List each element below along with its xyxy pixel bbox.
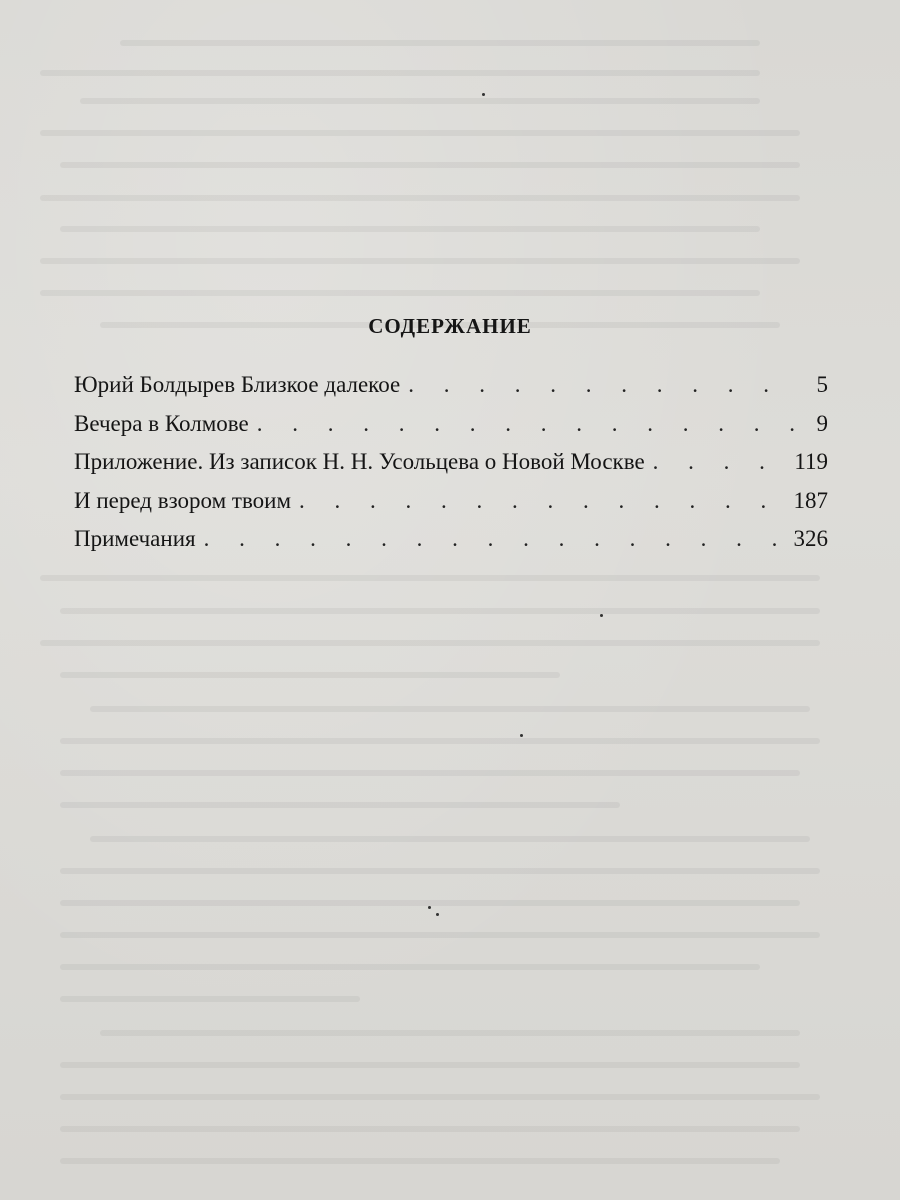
toc-entry bbox=[74, 372, 828, 411]
toc-entry bbox=[74, 526, 828, 565]
toc-entry bbox=[74, 449, 828, 488]
toc-entry bbox=[74, 411, 828, 450]
dot-leader bbox=[204, 526, 786, 552]
toc-entry-page: 5 bbox=[816, 372, 828, 397]
toc-entry-title: Примечания bbox=[74, 526, 196, 551]
toc-entry-page: 119 bbox=[794, 449, 828, 474]
dot-leader bbox=[257, 411, 800, 437]
toc-entry-title: Вечера в Колмове bbox=[74, 410, 249, 436]
toc-entry-title: Приложение. Из записок Н. Н. Усольцева о Новой Москве bbox=[74, 449, 645, 474]
toc-entry bbox=[74, 488, 828, 527]
dot-leader bbox=[653, 449, 787, 475]
table-of-contents bbox=[74, 372, 828, 565]
contents-heading: СОДЕРЖАНИЕ bbox=[368, 314, 532, 338]
toc-entry-page: 9 bbox=[816, 410, 828, 436]
toc-entry-page: 326 bbox=[793, 526, 828, 551]
dot-leader bbox=[408, 372, 800, 398]
toc-entry-title: И перед взором твоим bbox=[74, 487, 292, 513]
dot-leader bbox=[299, 488, 785, 514]
toc-entry-page: 187 bbox=[793, 487, 828, 513]
toc-entry-title: Юрий Болдырев Близкое далекое bbox=[74, 372, 401, 397]
